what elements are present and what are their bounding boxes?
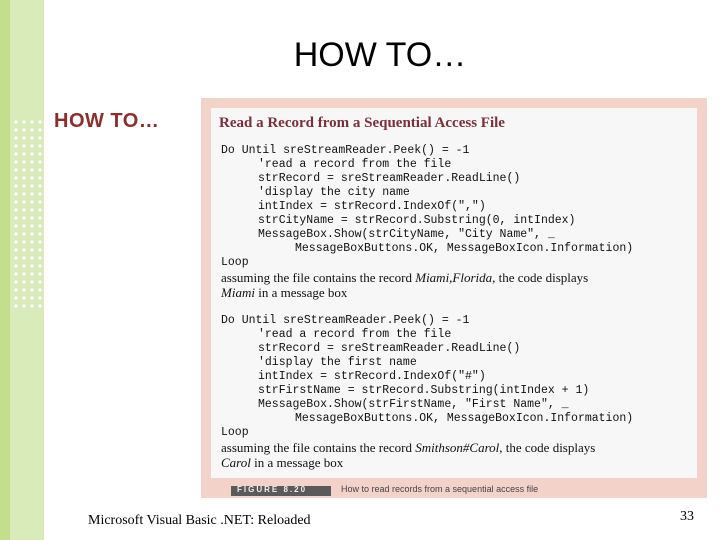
figure-number: FIGURE 8.20 bbox=[237, 485, 308, 494]
note-text: , the code displays bbox=[499, 440, 596, 455]
code-line: 'display the first name bbox=[258, 356, 417, 369]
code-line: Do Until sreStreamReader.Peek() = -1 bbox=[221, 144, 470, 157]
footer-text: Microsoft Visual Basic .NET: Reloaded bbox=[88, 513, 311, 528]
note-text: assuming the file contains the record bbox=[221, 270, 416, 285]
figure-caption: How to read records from a sequential access file bbox=[341, 484, 539, 494]
note-record: Miami,Florida bbox=[415, 270, 493, 285]
example-note bbox=[221, 270, 588, 286]
code-line: strRecord = sreStreamReader.ReadLine() bbox=[258, 172, 521, 185]
code-line: MessageBoxButtons.OK, MessageBoxIcon.Information) bbox=[295, 412, 634, 425]
example-note bbox=[221, 285, 347, 301]
note-value: Carol bbox=[221, 455, 251, 470]
code-line: strCityName = strRecord.Substring(0, intIndex) bbox=[258, 214, 576, 227]
note-text: assuming the file contains the record bbox=[221, 440, 416, 455]
code-line: strFirstName = strRecord.Substring(intIndex + 1) bbox=[258, 384, 590, 397]
note-record: Smithson#Carol bbox=[415, 440, 500, 455]
figure-panel bbox=[201, 98, 707, 498]
howto-side-label: HOW TO… bbox=[54, 110, 160, 132]
code-line: strRecord = sreStreamReader.ReadLine() bbox=[258, 342, 521, 355]
code-line: 'display the city name bbox=[258, 186, 410, 199]
code-line: MessageBox.Show(strFirstName, "First Name", _ bbox=[258, 398, 569, 411]
figure-caption-bar bbox=[201, 483, 707, 498]
code-line: 'read a record from the file bbox=[258, 158, 452, 171]
code-line: intIndex = strRecord.IndexOf(",") bbox=[258, 200, 486, 213]
sidebar-strip bbox=[0, 0, 10, 540]
figure-heading: Read a Record from a Sequential Access File bbox=[219, 115, 505, 131]
note-value: Miami bbox=[221, 285, 255, 300]
note-text: in a message box bbox=[254, 285, 348, 300]
example-note bbox=[221, 440, 595, 456]
code-line: Loop bbox=[221, 426, 249, 439]
note-text: , the code displays bbox=[492, 270, 589, 285]
note-text: in a message box bbox=[250, 455, 344, 470]
code-line: MessageBox.Show(strCityName, "City Name", _ bbox=[258, 228, 555, 241]
example-note bbox=[221, 455, 343, 471]
code-line: intIndex = strRecord.IndexOf("#") bbox=[258, 370, 486, 383]
code-line: MessageBoxButtons.OK, MessageBoxIcon.Information) bbox=[295, 242, 634, 255]
slide-title: HOW TO… bbox=[293, 36, 467, 74]
dot-pattern bbox=[12, 118, 44, 308]
code-line: Do Until sreStreamReader.Peek() = -1 bbox=[221, 314, 470, 327]
figure-content bbox=[211, 108, 697, 478]
code-line: 'read a record from the file bbox=[258, 328, 452, 341]
decorative-sidebar bbox=[0, 0, 44, 540]
page-number: 33 bbox=[680, 509, 694, 524]
code-line: Loop bbox=[221, 256, 249, 269]
